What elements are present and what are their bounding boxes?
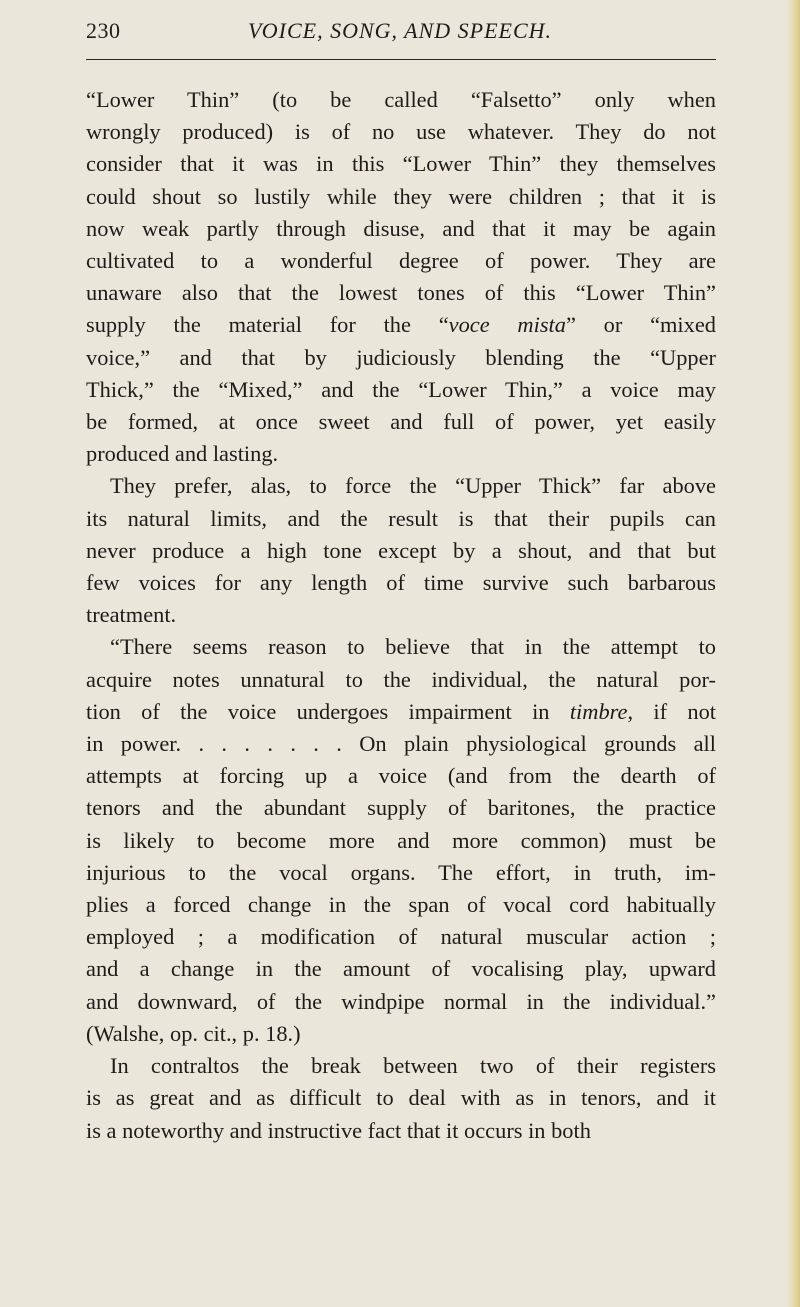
paragraph <box>86 1050 716 1147</box>
text-line: wrongly produced) is of no use whatever. They do not <box>86 119 716 145</box>
paragraph <box>86 631 716 1050</box>
text-line: They prefer, alas, to force the “Upper Thick” far above <box>110 473 716 499</box>
text-line: plies a forced change in the span of vocal cord habitually <box>86 892 716 918</box>
text-line: never produce a high tone except by a shout, and that but <box>86 537 716 563</box>
text-line: In contraltos the break between two of their registers <box>110 1053 716 1079</box>
text-line: tion of the voice undergoes impairment in timbre, if not <box>86 698 716 724</box>
text-line: cultivated to a wonderful degree of power. They are <box>86 248 716 274</box>
text-line: and downward, of the windpipe normal in the individual.” <box>86 988 716 1014</box>
text-line: attempts at forcing up a voice (and from the dearth of <box>86 763 716 789</box>
text-line: tenors and the abundant supply of baritones, the practice <box>86 795 716 821</box>
text-line: is likely to become more and more common) must be <box>86 827 716 853</box>
text-line: acquire notes unnatural to the individual, the natural por- <box>86 666 716 692</box>
text-line: Thick,” the “Mixed,” and the “Lower Thin,” a voice may <box>86 376 716 402</box>
text-line: and a change in the amount of vocalising play, upward <box>86 956 716 982</box>
italic-phrase: timbre <box>569 698 628 724</box>
text-line: supply the material for the “voce mista” or “mixed <box>86 312 716 338</box>
page-header <box>0 18 800 54</box>
text-line: injurious to the vocal organs. The effort, in truth, im- <box>86 859 716 885</box>
text-line: employed ; a modification of natural muscular action ; <box>86 924 716 950</box>
text-line: few voices for any length of time survive such barbarous <box>86 570 716 596</box>
text-line: is as great and as difficult to deal with as in tenors, and it <box>86 1085 716 1111</box>
text-line: unaware also that the lowest tones of this “Lower Thin” <box>86 280 716 306</box>
text-line: treatment. <box>86 602 177 628</box>
body-text <box>86 84 716 1147</box>
italic-phrase: voce mista <box>448 312 566 338</box>
text-line: is a noteworthy and instructive fact that it occurs in both <box>86 1117 591 1143</box>
text-line: be formed, at once sweet and full of power, yet easily <box>86 409 716 435</box>
text-line: voice,” and that by judiciously blending the “Upper <box>86 344 716 370</box>
text-line: (Walshe, op. cit., p. 18.) <box>86 1020 301 1046</box>
running-title: VOICE, SONG, AND SPEECH. <box>247 18 553 43</box>
paragraph <box>86 470 716 631</box>
text-line: could shout so lustily while they were children ; that it is <box>86 183 716 209</box>
paragraph <box>86 84 716 470</box>
text-line: “Lower Thin” (to be called “Falsetto” only when <box>86 87 716 112</box>
text-line: now weak partly through disuse, and that it may be again <box>86 215 716 241</box>
text-line: “There seems reason to believe that in the attempt to <box>110 634 716 660</box>
header-rule <box>86 59 716 60</box>
text-line: produced and lasting. <box>86 441 279 467</box>
page-number: 230 <box>86 18 121 43</box>
text-line: its natural limits, and the result is that their pupils can <box>86 505 716 531</box>
text-line: consider that it was in this “Lower Thin” they themselves <box>86 151 716 177</box>
page-edge-discoloration <box>786 0 800 1307</box>
text-line: in power. . . . . . . . On plain physiological grounds all <box>86 731 716 757</box>
